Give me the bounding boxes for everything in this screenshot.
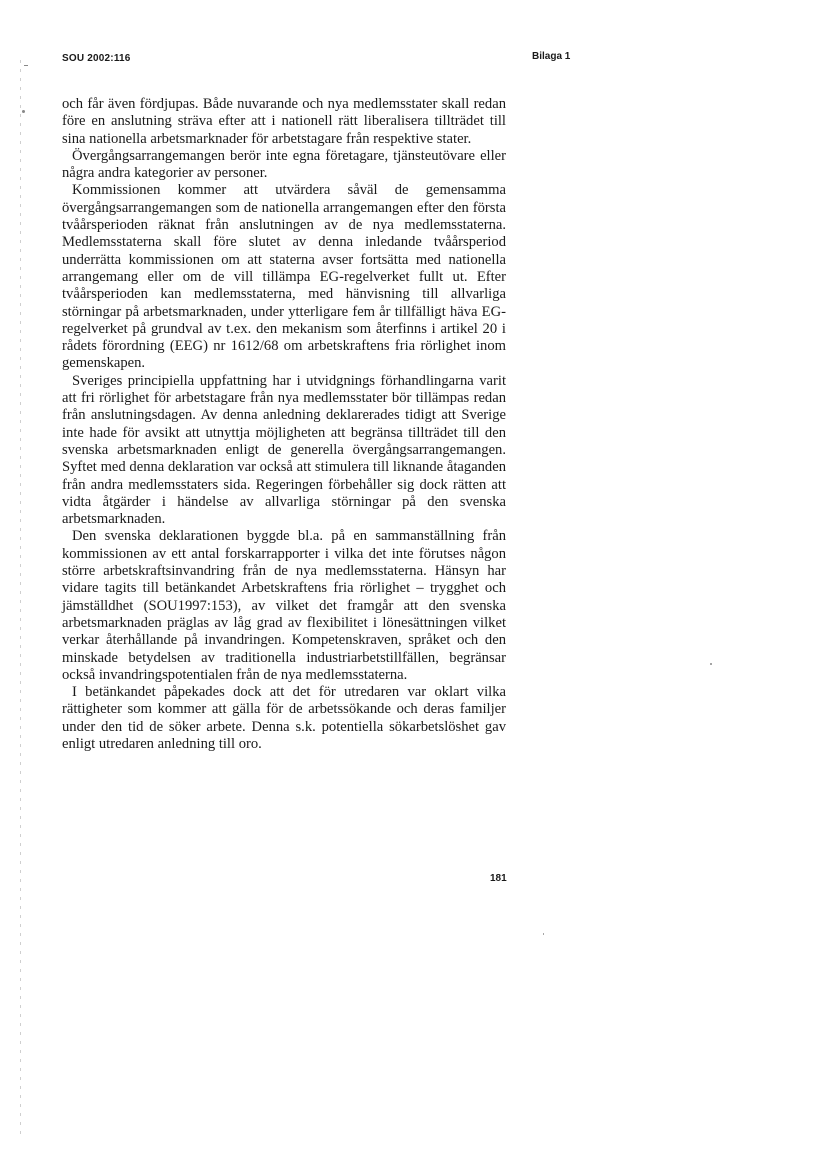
page-body — [62, 96, 506, 753]
scan-speck — [543, 933, 544, 935]
scan-speck — [22, 110, 25, 113]
scan-speck — [710, 663, 712, 665]
appendix-label: Bilaga 1 — [532, 51, 571, 62]
scan-edge-marks — [20, 60, 21, 1140]
paragraph: Kommissionen kommer att utvärdera såväl de gemensamma övergångsarrangemangen som de nationella arrangemangen efter den första tvåårsperioden räknat från anslutningen av de nya medlemsstaterna. Medlemsstaterna skall före slutet av denna inledande tvåårsperiod underrätta kommissionen om att staterna avser fortsätta med nationella arrangemang eller om de vill tillämpa EG-regelverket fullt ut. Efter tvåårsperioden kan medlemsstaterna, med hänvisning till allvarliga störningar på arbetsmarknaden, under ytterligare fem år tillfälligt häva EG-regelverket på grundval av t.ex. den mekanism som återfinns i artikel 20 i rådets förordning (EEG) nr 1612/68 om arbetskraftens fria rörlighet inom gemenskapen. — [62, 182, 506, 372]
scan-speck — [24, 65, 28, 66]
paragraph: I betänkandet påpekades dock att det för utredaren var oklart vilka rättigheter som kommer att gälla för de arbetssökande och deras familjer under den tid de söker arbete. Denna s.k. potentiella sökarbetslöshet gav enligt utredaren anledning till oro. — [62, 684, 506, 752]
paragraph: och får även fördjupas. Både nuvarande och nya medlemsstater skall redan före en anslutning sträva efter att i nationell rätt liberalisera tillträdet till sina nationella arbetsmarknader för arbetstagare från respektive stater. — [62, 96, 506, 147]
paragraph: Den svenska deklarationen byggde bl.a. på en sammanställning från kommissionen av ett antal forskarrapporter i vilka det inte förutses någon större arbetskraftsinvandring från de nya medlemsstaterna. Hänsyn har vidare tagits till betänkandet Arbetskraftens fria rörlighet – trygghet och jämställdhet (SOU1997:153), av vilket det framgår att den svenska arbetsmarknaden präglas av låg grad av flexibilitet i lönesättningen vilket verkar återhållande på invandringen. Kompetenskraven, språket och den minskade betydelsen av traditionella industriarbetstillfällen, begränsar också invandringspotentialen från de nya medlemsstaterna. — [62, 528, 506, 683]
document-series-label: SOU 2002:116 — [62, 53, 131, 64]
paragraph: Sveriges principiella uppfattning har i utvidgnings förhandlingarna varit att fri rörlighet för arbetstagare från nya medlemsstater bör tillämpas redan från anslutningsdagen. Av denna anledning deklarerades tidigt att Sverige inte hade för avsikt att utnyttja möjligheten att begränsa tillträdet till den svenska arbetsmarknaden enligt de generella övergångsarrangemangen. Syftet med denna deklaration var också att stimulera till liknande åtaganden från andra medlemsstaters sida. Regeringen förbehåller sig dock rätten att vidta åtgärder i händelse av allvarliga störningar på den svenska arbetsmarknaden. — [62, 372, 506, 528]
paragraph: Övergångsarrangemangen berör inte egna företagare, tjänsteutövare eller några andra kategorier av personer. — [62, 147, 506, 182]
page-number: 181 — [490, 873, 507, 884]
